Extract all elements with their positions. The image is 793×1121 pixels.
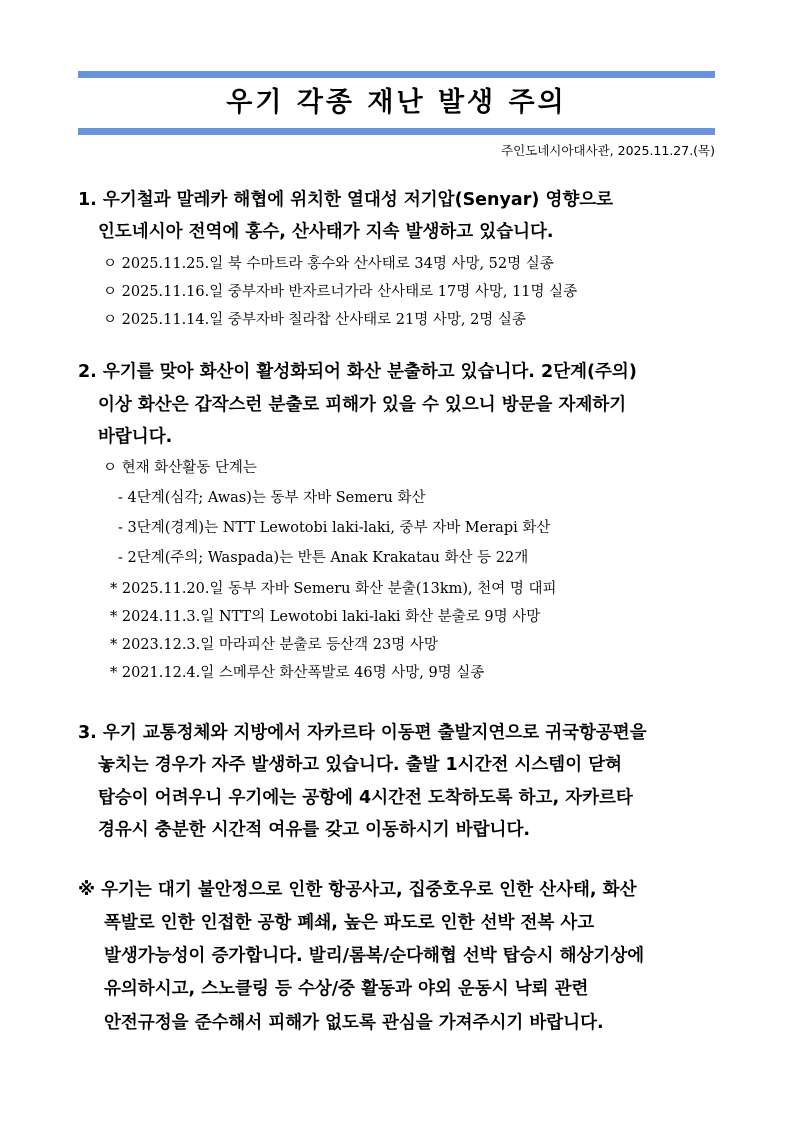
section1-bullet-2: ㅇ 2025.11.16.일 중부자바 반자르너가라 산사태로 17명 사망, 11명 실종 [103,284,578,300]
note-line-5: 안전규정을 준수해서 피해가 없도록 관심을 가져주시기 바랍니다. [104,1013,604,1033]
section3-line-2: 놓치는 경우가 자주 발생하고 있습니다. 출발 1시간전 시스템이 닫혀 [98,755,622,775]
section1-bullet-3: ㅇ 2025.11.14.일 중부자바 칠라찹 산사태로 21명 사망, 2명 실종 [103,312,526,328]
section1-line-2: 인도네시아 전역에 홍수, 산사태가 지속 발생하고 있습니다. [98,222,554,242]
section2-line-3: 바랍니다. [98,427,173,447]
eruption-note-1: * 2025.11.20.일 동부 자바 Semeru 화산 분출(13km), 천여 명 대피 [110,581,557,597]
note-line-2: 폭발로 인한 인접한 공항 폐쇄, 높은 파도로 인한 선박 전복 사고 [104,913,595,933]
section1-line-1: 1. 우기철과 말레카 해협에 위치한 열대성 저기압(Senyar) 영향으로 [78,190,614,210]
section3-line-1: 3. 우기 교통정체와 지방에서 자카르타 이동편 출발지연으로 귀국항공편을 [78,723,647,743]
page-title: 우기 각종 재난 발생 주의 [226,87,567,118]
header-top-bar [78,71,715,78]
header-bottom-bar [78,128,715,135]
note-line-3: 발생가능성이 증가합니다. 발리/롬복/순다해협 선박 탑승시 해상기상에 [104,946,645,966]
volcano-level-4: - 4단계(심각; Awas)는 동부 자바 Semeru 화산 [118,490,426,506]
note-line-4: 유의하시고, 스노클링 등 수상/중 활동과 야외 운동시 낙뢰 관련 [104,979,589,999]
section2-line-2: 이상 화산은 갑작스런 분출로 피해가 있을 수 있으니 방문을 자제하기 [98,395,627,415]
section3-line-4: 경유시 충분한 시간적 여유를 갖고 이동하시기 바랍니다. [98,820,531,840]
section1-bullet-1: ㅇ 2025.11.25.일 북 수마트라 홍수와 산사태로 34명 사망, 52명 실종 [103,256,554,272]
eruption-note-2: * 2024.11.3.일 NTT의 Lewotobi laki-laki 화산 분출로 9명 사망 [110,609,541,625]
volcano-level-2: - 2단계(주의; Waspada)는 반튼 Anak Krakatau 화산 등 22개 [118,550,529,566]
section2-bullet: ㅇ 현재 화산활동 단계는 [103,460,257,476]
section2-line-1: 2. 우기를 맞아 화산이 활성화되어 화산 분출하고 있습니다. 2단계(주의) [78,362,637,382]
section3-line-3: 탑승이 어려우니 우기에는 공항에 4시간전 도착하도록 하고, 자카르타 [98,788,633,808]
note-line-1: ※ 우기는 대기 불안정으로 인한 항공사고, 집중호우로 인한 산사태, 화산 [78,880,637,900]
dateline: 주인도네시아대사관, 2025.11.27.(목) [501,143,715,158]
eruption-note-3: * 2023.12.3.일 마라피산 분출로 등산객 23명 사망 [110,637,438,653]
eruption-note-4: * 2021.12.4.일 스메루산 화산폭발로 46명 사망, 9명 실종 [110,665,485,681]
volcano-level-3: - 3단계(경계)는 NTT Lewotobi laki-laki, 중부 자바 Merapi 화산 [118,520,551,536]
